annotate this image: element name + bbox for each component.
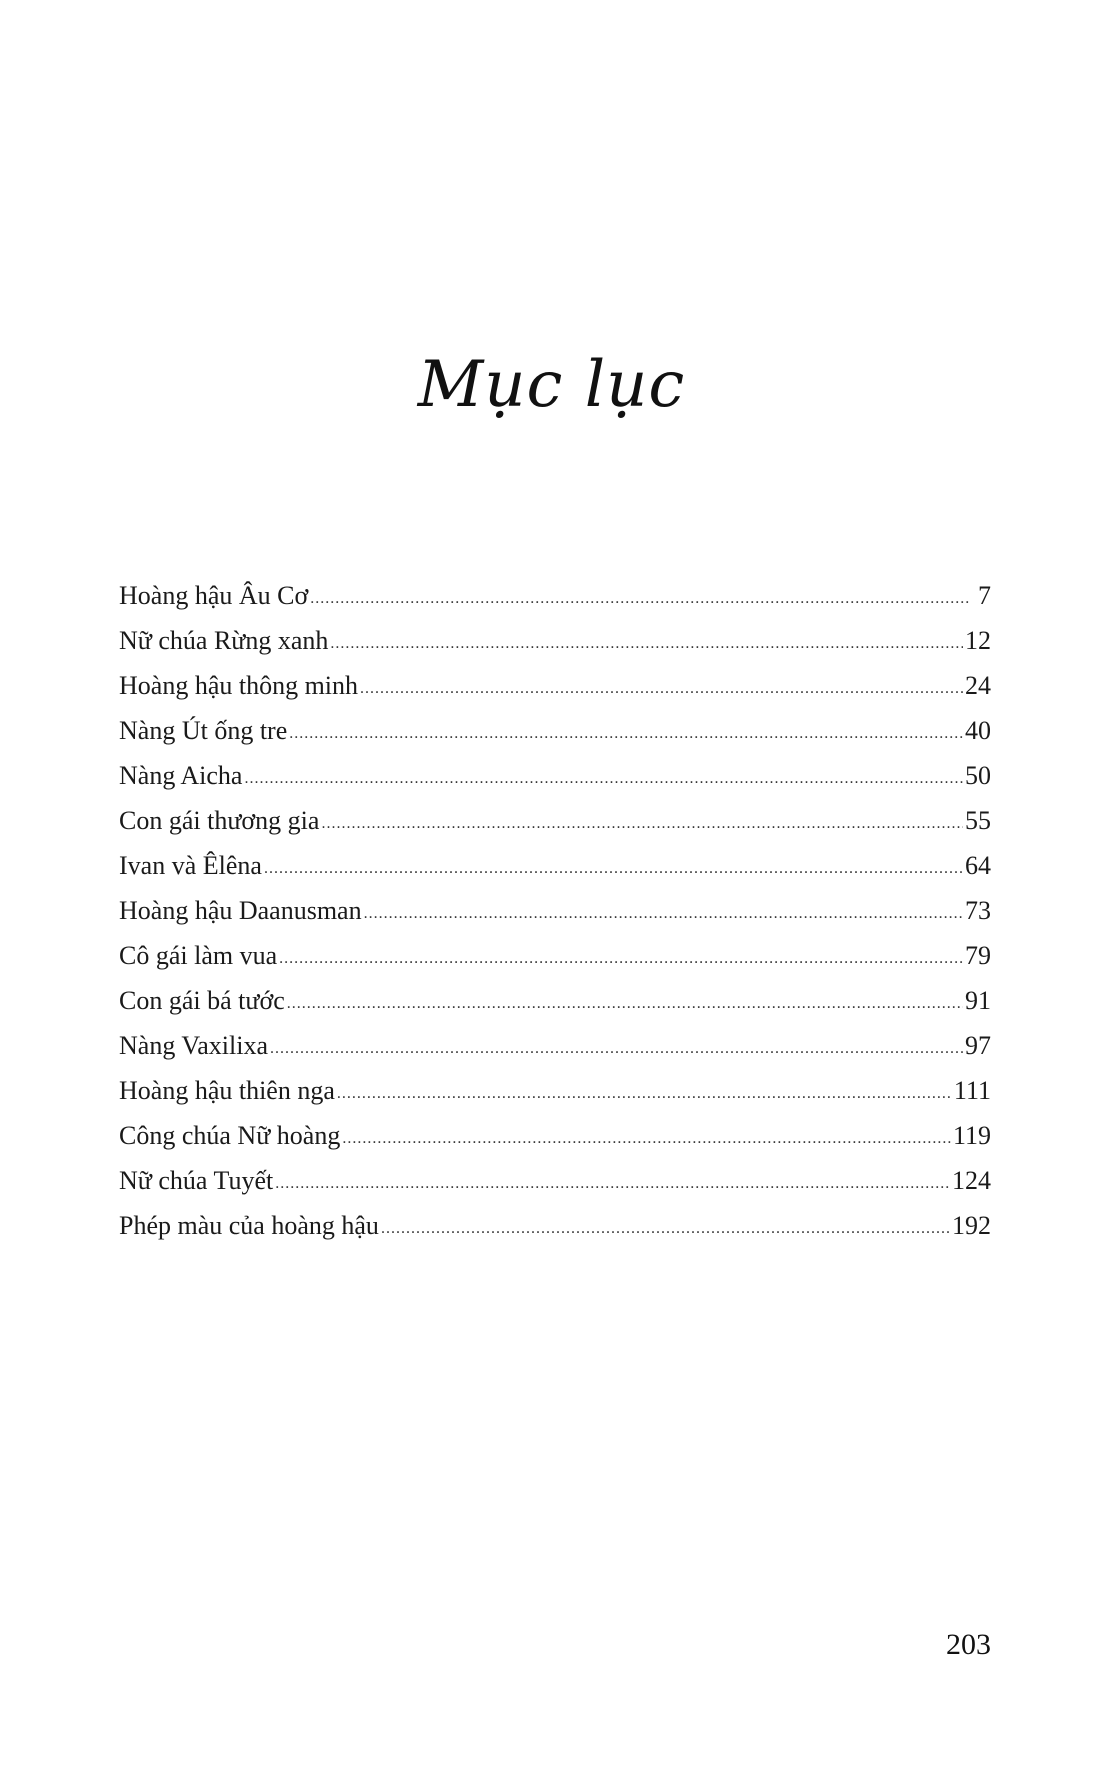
toc-entry-title: Ivan và Êlêna [119, 851, 262, 880]
toc-dot-leader [321, 801, 963, 846]
toc-entry-title: Nàng Út ống tre [119, 716, 288, 745]
toc-entry [119, 888, 991, 933]
table-of-contents [119, 573, 991, 1248]
toc-entry-page: 64 [965, 851, 991, 880]
toc-entry-page: 12 [965, 626, 991, 655]
toc-entry-page: 192 [952, 1211, 991, 1240]
toc-entry [119, 933, 991, 978]
toc-entry-page: 111 [953, 1076, 991, 1105]
toc-entry-title: Phép màu của hoàng hậu [119, 1211, 379, 1240]
toc-dot-leader [289, 711, 963, 756]
toc-entry-title: Con gái bá tước [119, 986, 285, 1015]
toc-entry-page: 119 [952, 1121, 991, 1150]
page-number: 203 [946, 1628, 991, 1661]
toc-dot-leader [264, 846, 963, 891]
toc-entry-title: Hoàng hậu thiên nga [119, 1076, 335, 1105]
toc-entry-title: Nữ chúa Tuyết [119, 1166, 274, 1195]
toc-entry [119, 573, 991, 618]
toc-dot-leader [337, 1071, 952, 1116]
toc-dot-leader [270, 1026, 963, 1071]
toc-dot-leader [342, 1116, 951, 1161]
toc-entry-title: Hoàng hậu thông minh [119, 671, 359, 700]
toc-entry-page: 7 [978, 581, 991, 610]
toc-entry-title: Hoàng hậu Daanusman [119, 896, 362, 925]
toc-entry-title: Nàng Vaxilixa [119, 1031, 268, 1060]
toc-entry [119, 708, 991, 753]
toc-entry-page: 97 [965, 1031, 991, 1060]
toc-entry [119, 843, 991, 888]
toc-dot-leader [287, 981, 963, 1026]
toc-dot-leader [275, 1161, 950, 1206]
toc-entry [119, 798, 991, 843]
toc-dot-leader [310, 576, 971, 621]
toc-entry-title: Cô gái làm vua [119, 941, 278, 970]
toc-entry-title: Con gái thương gia [119, 806, 320, 835]
toc-entry [119, 663, 991, 708]
toc-entry [119, 1158, 991, 1203]
toc-entry-page: 55 [965, 806, 991, 835]
toc-entry-page: 79 [965, 941, 991, 970]
toc-entry-page: 24 [965, 671, 991, 700]
toc-entry [119, 753, 991, 798]
toc-dot-leader [279, 936, 963, 981]
toc-entry-title: Nàng Aicha [119, 761, 243, 790]
toc-entry-title: Nữ chúa Rừng xanh [119, 626, 329, 655]
toc-entry [119, 1068, 991, 1113]
toc-dot-leader [330, 621, 963, 666]
toc-entry [119, 1203, 991, 1248]
toc-entry-title: Hoàng hậu Âu Cơ [119, 581, 309, 610]
page-title: Mục lục [417, 348, 686, 422]
toc-entry-page: 91 [965, 986, 991, 1015]
toc-entry [119, 978, 991, 1023]
toc-entry-page: 50 [965, 761, 991, 790]
toc-entry [119, 1113, 991, 1158]
toc-entry [119, 618, 991, 663]
toc-dot-leader [244, 756, 963, 801]
toc-entry-page: 124 [952, 1166, 991, 1195]
toc-dot-leader [364, 891, 963, 936]
toc-entry-page: 40 [965, 716, 991, 745]
toc-entry-title: Công chúa Nữ hoàng [119, 1121, 341, 1150]
toc-entry-page: 73 [965, 896, 991, 925]
toc-dot-leader [381, 1206, 950, 1251]
toc-entry [119, 1023, 991, 1068]
toc-dot-leader [360, 666, 963, 711]
